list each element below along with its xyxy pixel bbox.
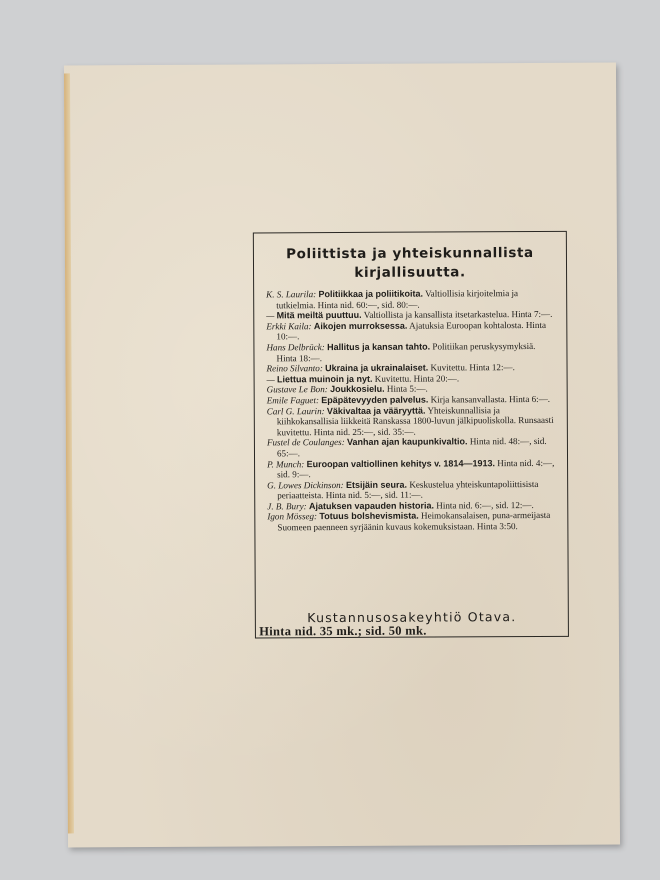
advertisement-box xyxy=(253,231,569,639)
entry-author: Erkki Kaila: xyxy=(266,320,312,332)
entry-title: Hallitus ja kansan tahto. xyxy=(327,341,431,353)
book-entry xyxy=(267,394,557,406)
entry-author: — xyxy=(266,374,275,385)
entry-title: Etsijäin seura. xyxy=(345,479,408,490)
entry-title: Euroopan valtiollinen kehitys v. 1814—1913. xyxy=(306,457,495,469)
book-entry xyxy=(267,436,557,459)
entry-description: Heimokansalaisen, puna-armeijasta Suomeen paenneen syrjäänin kuvaus kokemuksistaan. Hinta 3:50. xyxy=(277,510,551,533)
entry-title: Vanhan ajan kaupunkivaltio. xyxy=(346,436,468,448)
entry-title: Ukraina ja ukrainalaiset. xyxy=(325,362,429,374)
book-entry xyxy=(267,362,557,374)
book-entry xyxy=(267,510,557,533)
entry-title: Liettua muinoin ja nyt. xyxy=(276,373,373,385)
entry-author: — xyxy=(266,310,275,321)
entry-title: Väkivaltaa ja vääryyttä. xyxy=(326,405,426,416)
entry-description: Hinta nid. 6:—, sid. 12:—. xyxy=(436,499,534,511)
book-entry xyxy=(266,320,556,343)
entry-description: Valtiollista ja kansallista itsetarkastelua. Hinta 7:—. xyxy=(363,309,553,321)
book-entry xyxy=(266,288,556,311)
entry-author: Fustel de Coulanges: xyxy=(266,437,345,448)
entry-description: Kuvitettu. Hinta 20:—. xyxy=(374,373,460,384)
heading-line-2: kirjallisuutta. xyxy=(354,264,466,281)
book-entry xyxy=(267,404,557,437)
book-list xyxy=(266,288,557,533)
book-entry xyxy=(267,457,557,480)
entry-author: Emile Faguet: xyxy=(266,395,320,406)
entry-author: P. Munch: xyxy=(267,458,305,469)
entry-author: J. B. Bury: xyxy=(267,501,307,512)
entry-description: Valtiollisia kirjoitelmia ja tutkielmia. Hinta nid. 60:—, sid. 80:—. xyxy=(276,288,519,310)
entry-description: Politiikan peruskysymyksiä. Hinta 18:—. xyxy=(276,340,536,363)
entry-author: Carl G. Laurin: xyxy=(266,405,325,416)
book-entry xyxy=(267,479,557,502)
entry-title: Epäpätevyyden palvelus. xyxy=(321,394,429,406)
entry-author: Reino Silvanto: xyxy=(266,363,323,374)
entry-description: Hinta nid. 48:—, sid. 65:—. xyxy=(276,436,547,459)
entry-title: Aikojen murroksessa. xyxy=(313,320,408,331)
heading-line-1: Poliittista ja yhteiskunnallista xyxy=(286,244,534,263)
entry-title: Ajatuksen vapauden historia. xyxy=(308,500,435,512)
entry-description: Kirja kansanvallasta. Hinta 6:—. xyxy=(430,393,551,405)
entry-description: Ajatuksia Euroopan kohtalosta. Hinta 10:—. xyxy=(276,319,547,342)
entry-author: K. S. Laurila: xyxy=(266,289,317,300)
book-page-edge xyxy=(64,73,74,833)
advertisement-heading xyxy=(254,244,566,284)
entry-title: Joukkosielu. xyxy=(330,384,385,395)
price-line: Hinta nid. 35 mk.; sid. 50 mk. xyxy=(259,623,427,639)
entry-description: Kuvitettu. Hinta 12:—. xyxy=(430,362,515,373)
entry-description: Keskustelua yhteiskuntapoliittisista periaatteista. Hinta nid. 5:—, sid. 11:—. xyxy=(277,478,539,501)
publisher-name: Kustannusosakeyhtiö Otava. xyxy=(307,609,517,626)
entry-description: Yhteiskunnallisia ja kiihkokansallisia liikkeitä Ranskassa 1800-luvun jälkipuoliskolla. Runsaasti kuvitettu. Hinta nid. 25:—, sid. 35:—. xyxy=(276,404,554,438)
entry-title: Totuus bolshevismista. xyxy=(319,511,419,522)
entry-author: Gustave Le Bon: xyxy=(266,384,328,395)
entry-description: Hinta 5:—. xyxy=(386,383,428,395)
entry-author: G. Lowes Dickinson: xyxy=(267,479,344,491)
entry-title: Politiikkaa ja poliitikoita. xyxy=(318,288,424,300)
book-back-cover xyxy=(64,63,620,848)
entry-title: Mitä meiltä puuttuu. xyxy=(276,310,362,321)
entry-description: Hinta nid. 4:—, sid. 9:—. xyxy=(277,457,555,480)
entry-author: Igon Mösseg: xyxy=(267,511,318,522)
entry-author: Hans Delbrück: xyxy=(266,342,325,353)
book-entry xyxy=(266,341,556,364)
